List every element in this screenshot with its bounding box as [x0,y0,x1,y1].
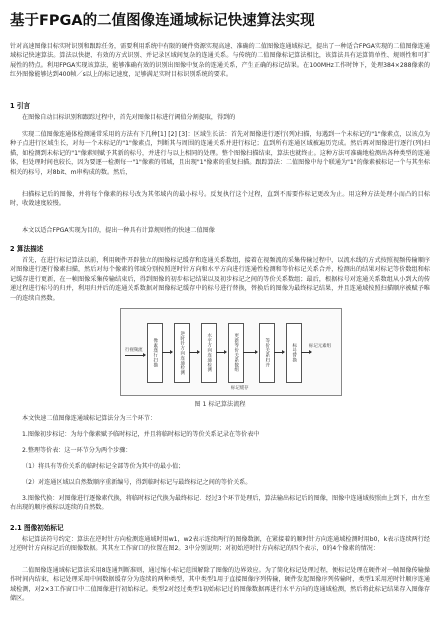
section-1-paragraph-2: 扫描标记后的图像，并将每个像素的标号改为其邻域内的最小标号。反复执行这个过程，直到不需要作标记更改为止。用这种方法处理小而凸的目标时，收敛速度较慢。 [10,191,430,208]
flow-box-horizontal-detect: 水平方向连通检测 [201,323,217,383]
flow-box-replace: 标号替换 [286,323,302,383]
section-2-1-paragraph-1: 标记算法符号约定：算法在逆时针方向检测连通域时用w1，w2表示连续两行的图像数据，在紧接着的顺时针方向连通域检测时用b0，k表示连续两行经过逆时针方向标记后的图像数据。其其左工作窗口的位置在图2。3中分别说明；对初始逆时针方向标记的四个表示，0的4个像素的情况： [10,536,430,553]
flow-arrow [125,355,145,356]
section-2-1-paragraph-2: 二值图像连通域标记算法采用8连通判断准则，通过缩小标记范围解除了图像的边界效应。为了简化标记处理过程，便标记处理在硬件对一帧图像传输操作时间内结束，标记处理采用中间数据缓存分为连续的两种类型，其中类型1用于直接图像序列传输，硬件发起图像序列传输时，类型1采用逆时针顺序连通域检测，对2×3工作窗口中二值图像进行初始标记。类型2对经过类型1初始标记过的图像数据再进行水平方向的连通域检测，然后将此标记结果存入图像存储区。 [10,567,430,603]
section-2-1-heading: 2.1 图像初始标记 [10,524,64,532]
flow-arrow [162,352,172,353]
section-2-heading: 2 算法描述 [10,245,44,253]
flow-arrow [301,352,311,353]
flow-arrow [216,352,226,353]
flow-arrow [189,352,199,353]
flow-arrow [274,352,284,353]
figure-1-caption: 图 1 标记算法流程 [194,401,246,408]
flow-box-ccw-detect: 逆时针方向连通检测 [174,323,190,383]
section-1-paragraph-1: 实现二值图像连通体检测通常采用的方法有下几种[1] [2] [3]：区域生长法：首先对图像进行逐行(列)扫描，每遇到一个未标记的"1"像素点，以该点为种子点进行区域生长，对每一个未标记的"1"像素点，判断其与周围的连通关系并进行标记；直到所有连通区域被遍历完成。然后再对图像进行逐行(列)扫描，如检测到未标记的"1"像素则赋予其新的标号，并进行与以上相同的处理。整个图像扫描结束，算法也就终止。这种方法可准确地检测出各种类型的连通体，但处理时间也较长，因为要逐一检测每一"1"像素的邻域，且出现"1"像素的重复扫描。跟踪算法：二值图像中每个联通为"1"的像素被标记一个与其坐标相关的标号，对8bit、m串构成的数。然后， [10,131,430,176]
step-2b: （2）对连通区域以自然数顺序重新编号，得到临时标记与最终标记之间的等价关系。 [22,479,252,486]
paper-title: 基于FPGA的二值图像连通域标记快速算法实现 [10,13,315,29]
flow-box-merge: 等价关系归并 [259,323,275,383]
flow-buffer-label: 标记缓存 [231,386,249,391]
step-2: 2.整理等价表：这一环节分为两个步骤： [22,447,132,454]
section-1-heading: 1 引言 [10,102,31,110]
section-1-paragraph-3: 本文以适合FPGA实现为目的，提出一种具有计算规则性的快速二值图像 [22,227,215,234]
steps-intro: 本文快速二值图像连通域标记算法分为三个环节： [22,415,157,422]
flow-box-update-equivalence: 更新等价关系数组 [228,323,244,383]
flow-output-label: 标记元素组 [309,344,331,349]
section-1-intro: 在图像自动目标识别和跟踪过程中，首先对图像目标进行阈值分割提取，得到的 [22,114,236,121]
section-2-paragraph-1: 首先，在进行标记算法以前，利用硬件开辟独立的图像标记缓存和连通关系数组，接着在视频流的采集传输过程中，以流水线的方式按照视频传输顺序对图像进行逐行像素扫描，然后对每个像素的邻域分别按照逆时针方向和水平方向进行连通性检测和等价标记关系合并，检测出的结果对标记等价数组和标记缓存进行更新，在一帧图像采集传输结束后，得到图像的初步标记结果以及初步标记之间的等价关系数组；最后，根据标号对连通关系数组从小到大的传递过程进行标号的归并，利用归并后的连通关系数据对图像标记缓存中的标号进行替换，替换后的图像为最终标记结果，并且连通域按照扫描顺序被赋予唯一的连续自然数。 [10,257,430,302]
flow-arrow [243,352,257,353]
algorithm-flowchart [120,308,342,396]
step-2a: （1）将具有等价关系的临时标记全部等价为其中的最小值； [22,463,185,470]
flow-box-scan: 像素逐行扫描 [147,323,163,383]
step-3: 3.图像代换：对图像进行逐像素代换，将临时标记代换为最终标记．经过3个环节处理后，算法输出标记后的图像，图像中连通域按照由上到下，由左至右出现的顺序被标以连续的自然数。 [10,495,430,512]
flow-input-label: 行视频流 [125,348,143,353]
abstract: 针对高速图像目标实时识别和跟踪任务，需要利用系统中有限的硬件资源实现高速、准确的二值图像连通域标记，提出了一种适合FPGA实现的二值图像连通域标记快速算法。算法以快捷、有效的方式识别、并记录区域间复杂的连通关系。与传统的二值图像标记算法相比，该算法具有运算简单性、规则性和可扩展性的特点。利用FPGA实现该算法，能够准确有效的识别出图像中复杂的连通关系，产生正确的标记结果。在100MHz工作时钟下，处理384×288像素的红外图像能够达到400帧／s以上的标记速度，足够满足实时目标识别系统的要求。 [10,43,430,79]
step-1: 1.图像初步标记：为每个像素赋予临时标记，并且将临时标记的等价关系记录在等价表中 [22,431,260,438]
